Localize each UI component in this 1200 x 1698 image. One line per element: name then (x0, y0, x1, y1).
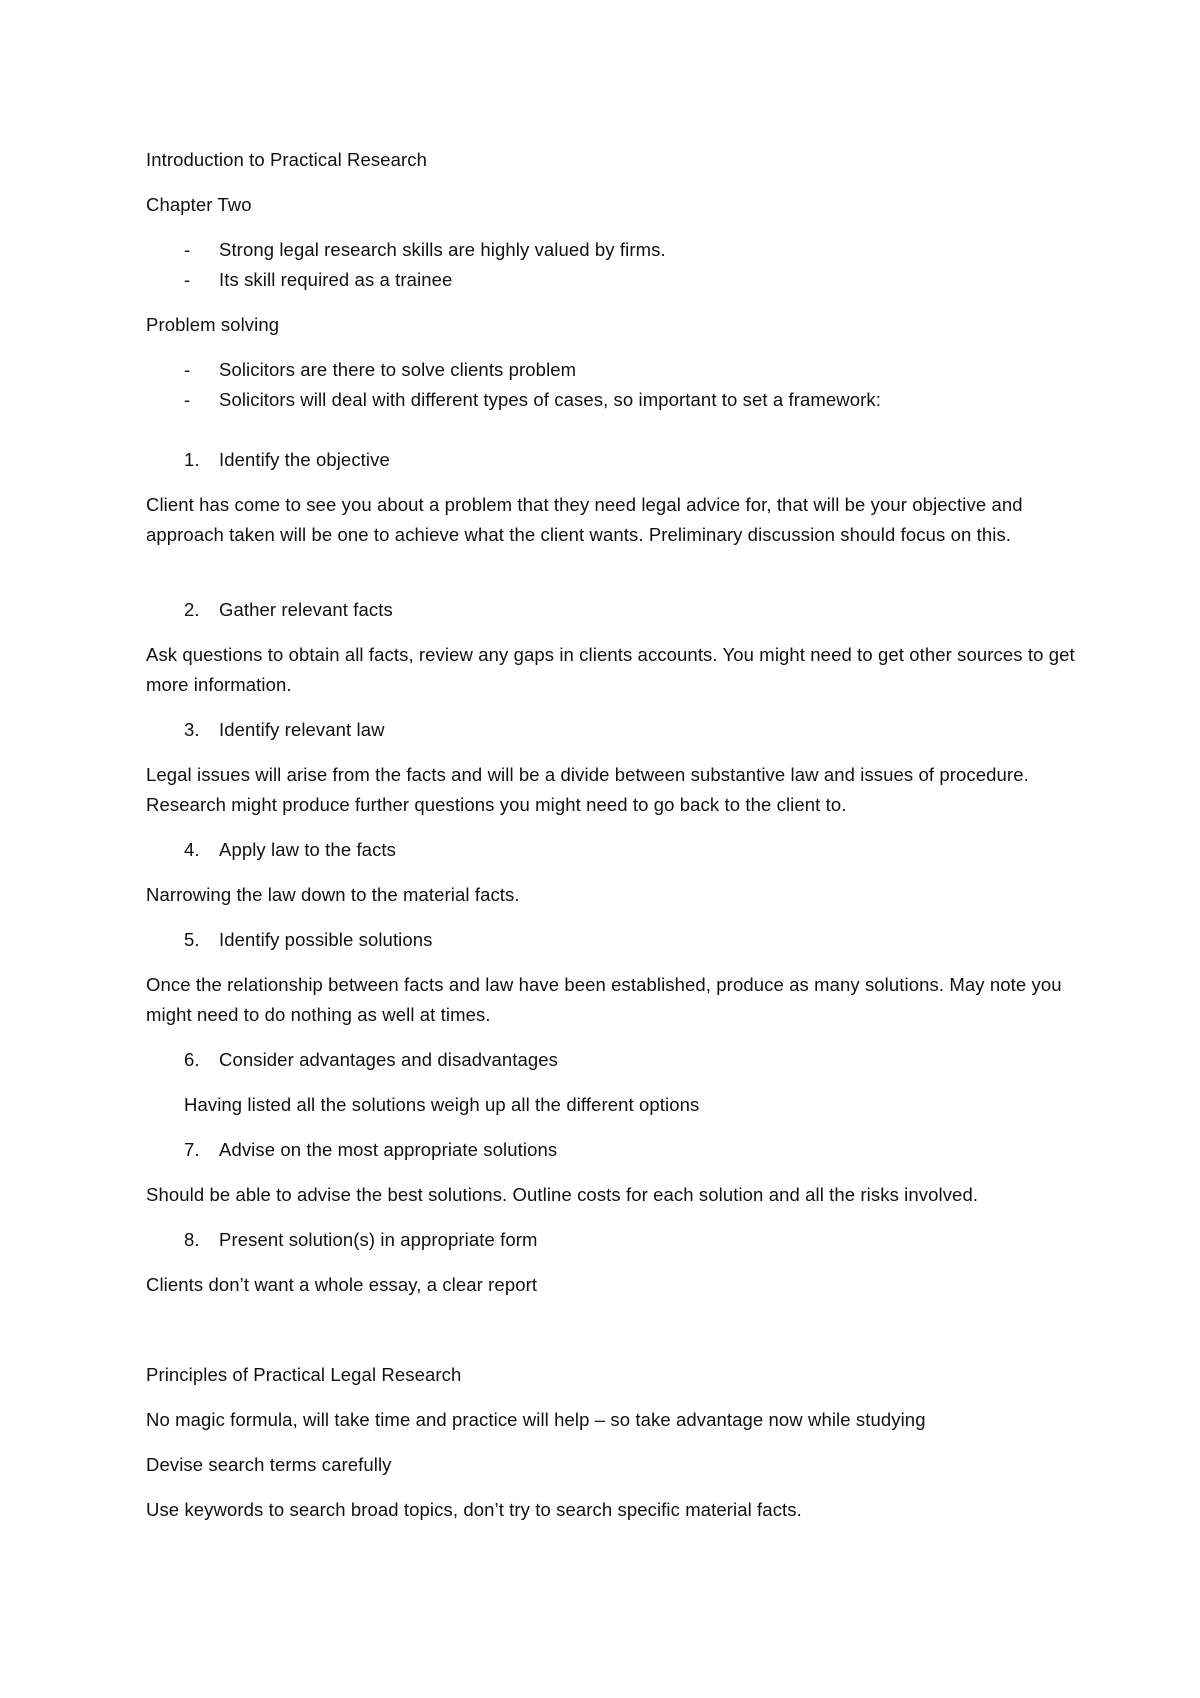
step-number: 3. (184, 719, 200, 740)
step-body: Clients don’t want a whole essay, a clear report (146, 1274, 538, 1295)
bullet-marker: - (184, 389, 191, 410)
bullet-marker: - (184, 239, 191, 260)
step-body: Narrowing the law down to the material facts. (146, 884, 520, 905)
step-number: 6. (184, 1049, 200, 1070)
step-body: Client has come to see you about a problem that they need legal advice for, that will be your objective and approach taken will be one to achieve what the client wants. Preliminary discussion should focus on this. (146, 494, 1023, 545)
principle-line: Devise search terms carefully (146, 1454, 392, 1475)
step-title: Identify the objective (219, 449, 390, 470)
chapter-bullet: Its skill required as a trainee (219, 269, 453, 290)
step-body: Legal issues will arise from the facts and will be a divide between substantive law and issues of procedure. Research might produce further questions you might need to go back to the client to. (146, 764, 1029, 815)
step-title: Identify possible solutions (219, 929, 433, 950)
step-number: 1. (184, 449, 200, 470)
bullet-marker: - (184, 269, 191, 290)
step-number: 2. (184, 599, 200, 620)
step-title: Gather relevant facts (219, 599, 393, 620)
chapter-heading: Chapter Two (146, 194, 252, 215)
principle-line: No magic formula, will take time and practice will help – so take advantage now while studying (146, 1409, 926, 1430)
step-title: Identify relevant law (219, 719, 385, 740)
problem-solving-heading: Problem solving (146, 314, 280, 335)
step-title: Present solution(s) in appropriate form (219, 1229, 538, 1250)
chapter-bullet: Strong legal research skills are highly valued by firms. (219, 239, 666, 260)
step-body: Ask questions to obtain all facts, review any gaps in clients accounts. You might need to get other sources to get more information. (146, 644, 1075, 695)
problem-bullet: Solicitors will deal with different types of cases, so important to set a framework: (219, 389, 881, 410)
step-body: Should be able to advise the best solutions. Outline costs for each solution and all the risks involved. (146, 1184, 979, 1205)
step-title: Advise on the most appropriate solutions (219, 1139, 558, 1160)
step-number: 8. (184, 1229, 200, 1250)
step-body: Having listed all the solutions weigh up all the different options (184, 1094, 700, 1115)
step-number: 5. (184, 929, 200, 950)
document-title: Introduction to Practical Research (146, 149, 428, 170)
step-number: 4. (184, 839, 200, 860)
problem-bullet: Solicitors are there to solve clients problem (219, 359, 577, 380)
principles-heading: Principles of Practical Legal Research (146, 1364, 462, 1385)
step-title: Apply law to the facts (219, 839, 397, 860)
step-body: Once the relationship between facts and law have been established, produce as many solutions. May note you might need to do nothing as well at times. (146, 974, 1062, 1025)
principle-line: Use keywords to search broad topics, don’t try to search specific material facts. (146, 1499, 802, 1520)
step-title: Consider advantages and disadvantages (219, 1049, 558, 1070)
bullet-marker: - (184, 359, 191, 380)
step-number: 7. (184, 1139, 200, 1160)
